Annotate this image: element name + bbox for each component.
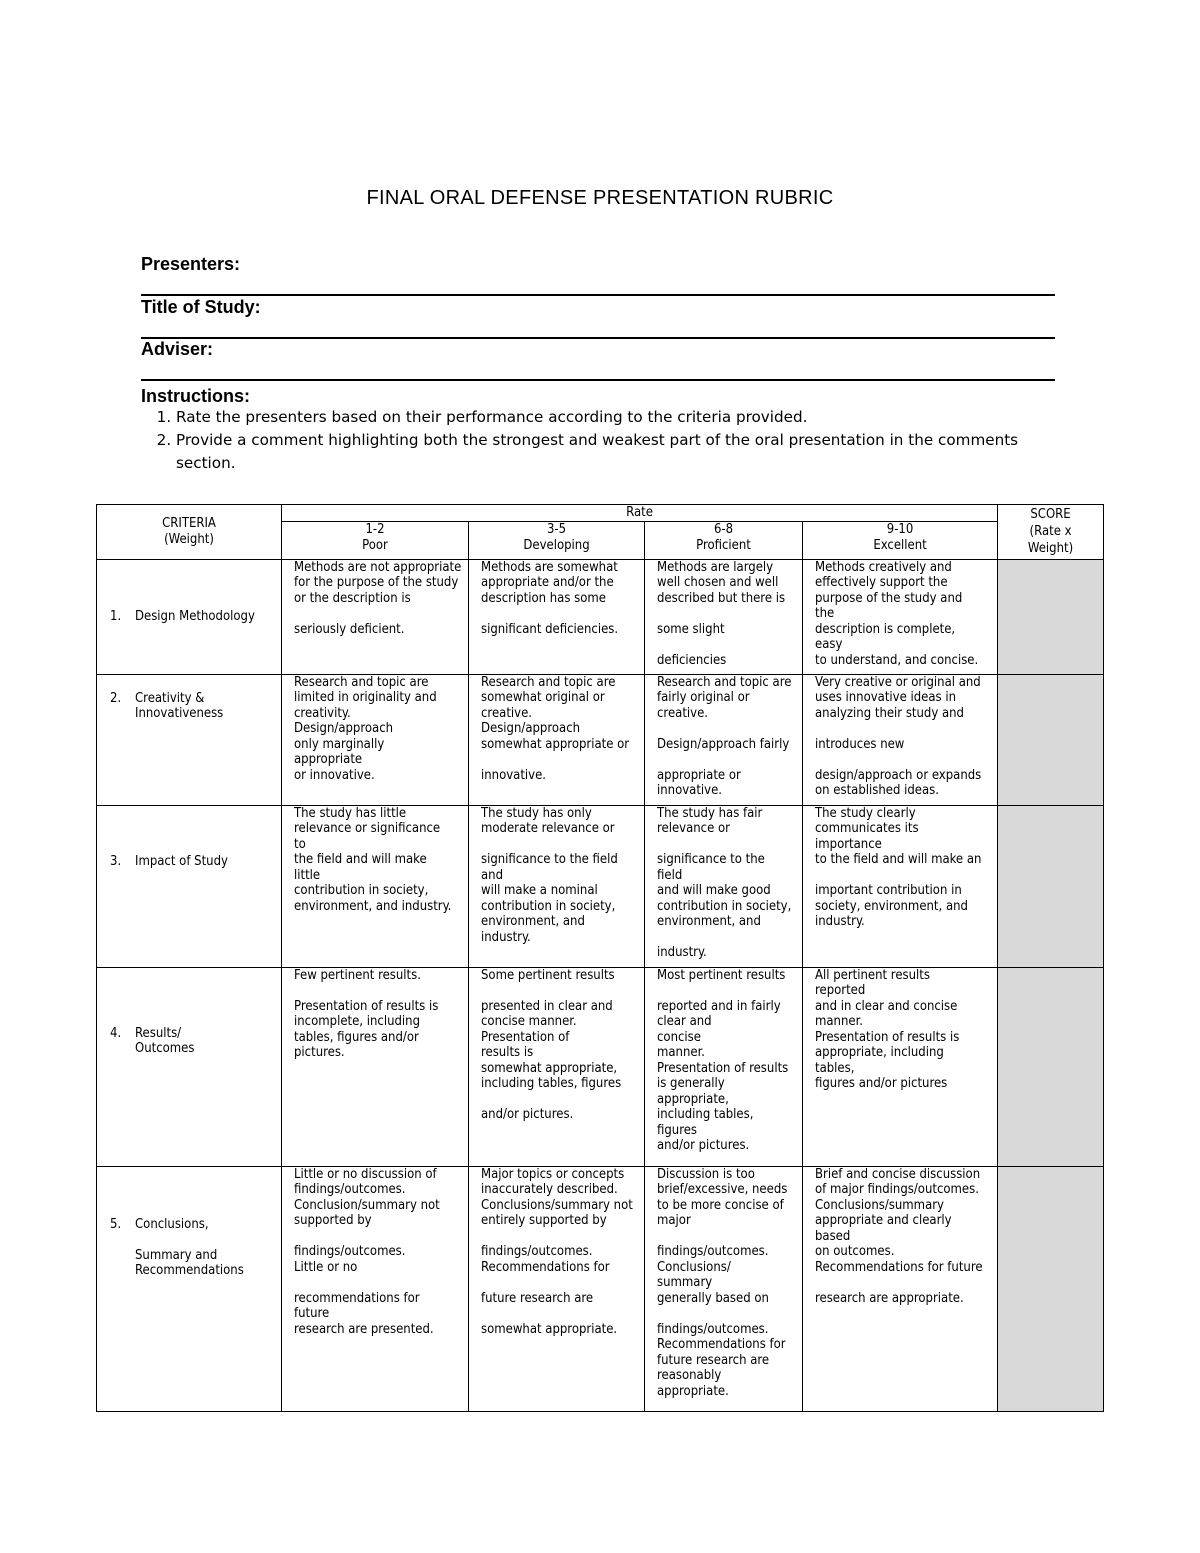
instruction-item: 1. Rate the presenters based on their performance according to the criteria provided. (176, 406, 1071, 429)
score-header-line: (Rate x (1029, 524, 1072, 539)
level-header-proficient (645, 521, 803, 559)
score-cell[interactable] (998, 674, 1104, 805)
poor-description: Few pertinent results. Presentation of results is incomplete, including tables, figures and/or pictures. (282, 967, 469, 1166)
score-header-line: Weight) (1027, 541, 1074, 556)
level-name: Proficient (696, 537, 751, 553)
rate-header: Rate (282, 505, 998, 522)
score-cell[interactable] (998, 967, 1104, 1166)
page-title: FINAL ORAL DEFENSE PRESENTATION RUBRIC (366, 187, 834, 209)
poor-description: Little or no discussion of findings/outcomes. Conclusion/summary not supported by findings/outcomes. Little or no recommendations for future research are presented. (282, 1166, 469, 1411)
level-range: 6-8 (713, 521, 734, 537)
developing-description: Some pertinent results presented in clear and concise manner. Presentation of results is somewhat appropriate, including tables, figures and/or pictures. (469, 967, 645, 1166)
weight-header-label: (Weight) (164, 531, 214, 547)
presenters-line[interactable] (141, 294, 1055, 296)
criterion-name: Creativity & Innovativeness (135, 690, 224, 721)
level-name: Poor (362, 537, 388, 553)
instructions-heading: Instructions: (141, 386, 251, 406)
score-cell[interactable] (998, 805, 1104, 967)
rubric-table (96, 504, 1104, 1412)
level-header-excellent (803, 521, 998, 559)
adviser-label: Adviser: (141, 339, 214, 359)
level-name: Excellent (873, 537, 927, 553)
score-header-line: SCORE (1030, 507, 1071, 522)
proficient-description: Most pertinent results reported and in fairly clear and concise manner. Presentation of results is generally appropriate, including tables, figures and/or pictures. (645, 967, 803, 1166)
level-range: 3-5 (546, 521, 567, 537)
instructions-list (141, 406, 1071, 475)
score-cell[interactable] (998, 1166, 1104, 1411)
criterion-number: 2. (110, 690, 122, 706)
criterion-number: 4. (110, 1025, 122, 1041)
criterion-number: 3. (110, 853, 122, 869)
criterion-name: Impact of Study (135, 853, 228, 869)
score-cell[interactable] (998, 559, 1104, 674)
adviser-line[interactable] (141, 379, 1055, 381)
proficient-description: The study has fair relevance or significance to the field and will make good contribution in society, environment, and industry. (645, 805, 803, 967)
instruction-item: 2. Provide a comment highlighting both the strongest and weakest part of the oral presentation in the comments section. (176, 429, 1071, 475)
developing-description: Major topics or concepts inaccurately described. Conclusions/summary not entirely supported by findings/outcomes. Recommendations for future research are somewhat appropriate. (469, 1166, 645, 1411)
developing-description: Methods are somewhat appropriate and/or the description has some significant deficiencies. (469, 559, 645, 674)
title-of-study-label: Title of Study: (141, 297, 261, 317)
excellent-description: Brief and concise discussion of major findings/outcomes. Conclusions/summary appropriate and clearly based on outcomes. Recommendations for future research are appropriate. (803, 1166, 998, 1411)
criterion-cell (97, 559, 282, 674)
proficient-description: Methods are largely well chosen and well described but there is some slight deficiencies (645, 559, 803, 674)
level-range: 9-10 (886, 521, 914, 537)
excellent-description: All pertinent results reported and in clear and concise manner. Presentation of results is appropriate, including tables, figures and/or pictures (803, 967, 998, 1166)
poor-description: Methods are not appropriate for the purpose of the study or the description is seriously deficient. (282, 559, 469, 674)
excellent-description: Very creative or original and uses innovative ideas in analyzing their study and introduces new design/approach or expands on established ideas. (803, 674, 998, 805)
criterion-name: Design Methodology (135, 608, 255, 624)
proficient-description: Discussion is too brief/excessive, needs to be more concise of major findings/outcomes. Conclusions/ summary generally based on findings/outcomes. Recommendations for future research are reasonably appropriate. (645, 1166, 803, 1411)
criterion-cell (97, 805, 282, 967)
level-name: Developing (523, 537, 590, 553)
table-row (97, 674, 1104, 805)
excellent-description: The study clearly communicates its importance to the field and will make an important contribution in society, environment, and industry. (803, 805, 998, 967)
table-row (97, 967, 1104, 1166)
table-row (97, 1166, 1104, 1411)
level-header-poor (282, 521, 469, 559)
developing-description: The study has only moderate relevance or significance to the field and will make a nominal contribution in society, environment, and industry. (469, 805, 645, 967)
title-of-study-line[interactable] (141, 337, 1055, 339)
criterion-number: 5. (110, 1216, 122, 1232)
criteria-header-label: CRITERIA (162, 516, 216, 532)
poor-description: The study has little relevance or significance to the field and will make little contribution in society, environment, and industry. (282, 805, 469, 967)
excellent-description: Methods creatively and effectively support the purpose of the study and the description is complete, easy to understand, and concise. (803, 559, 998, 674)
criterion-number: 1. (110, 608, 122, 624)
proficient-description: Research and topic are fairly original or creative. Design/approach fairly appropriate or innovative. (645, 674, 803, 805)
criterion-cell (97, 967, 282, 1166)
level-header-developing (469, 521, 645, 559)
criterion-name: Results/ Outcomes (135, 1025, 195, 1056)
level-range: 1-2 (365, 521, 385, 537)
poor-description: Research and topic are limited in originality and creativity. Design/approach only marginally appropriate or innovative. (282, 674, 469, 805)
developing-description: Research and topic are somewhat original or creative. Design/approach somewhat appropriate or innovative. (469, 674, 645, 805)
score-header (998, 505, 1104, 560)
table-row (97, 805, 1104, 967)
presenters-label: Presenters: (141, 254, 241, 274)
criterion-cell (97, 1166, 282, 1411)
criterion-cell (97, 674, 282, 805)
table-row (97, 559, 1104, 674)
criteria-header (97, 505, 282, 560)
criterion-name: Conclusions, Summary and Recommendations (135, 1216, 244, 1278)
